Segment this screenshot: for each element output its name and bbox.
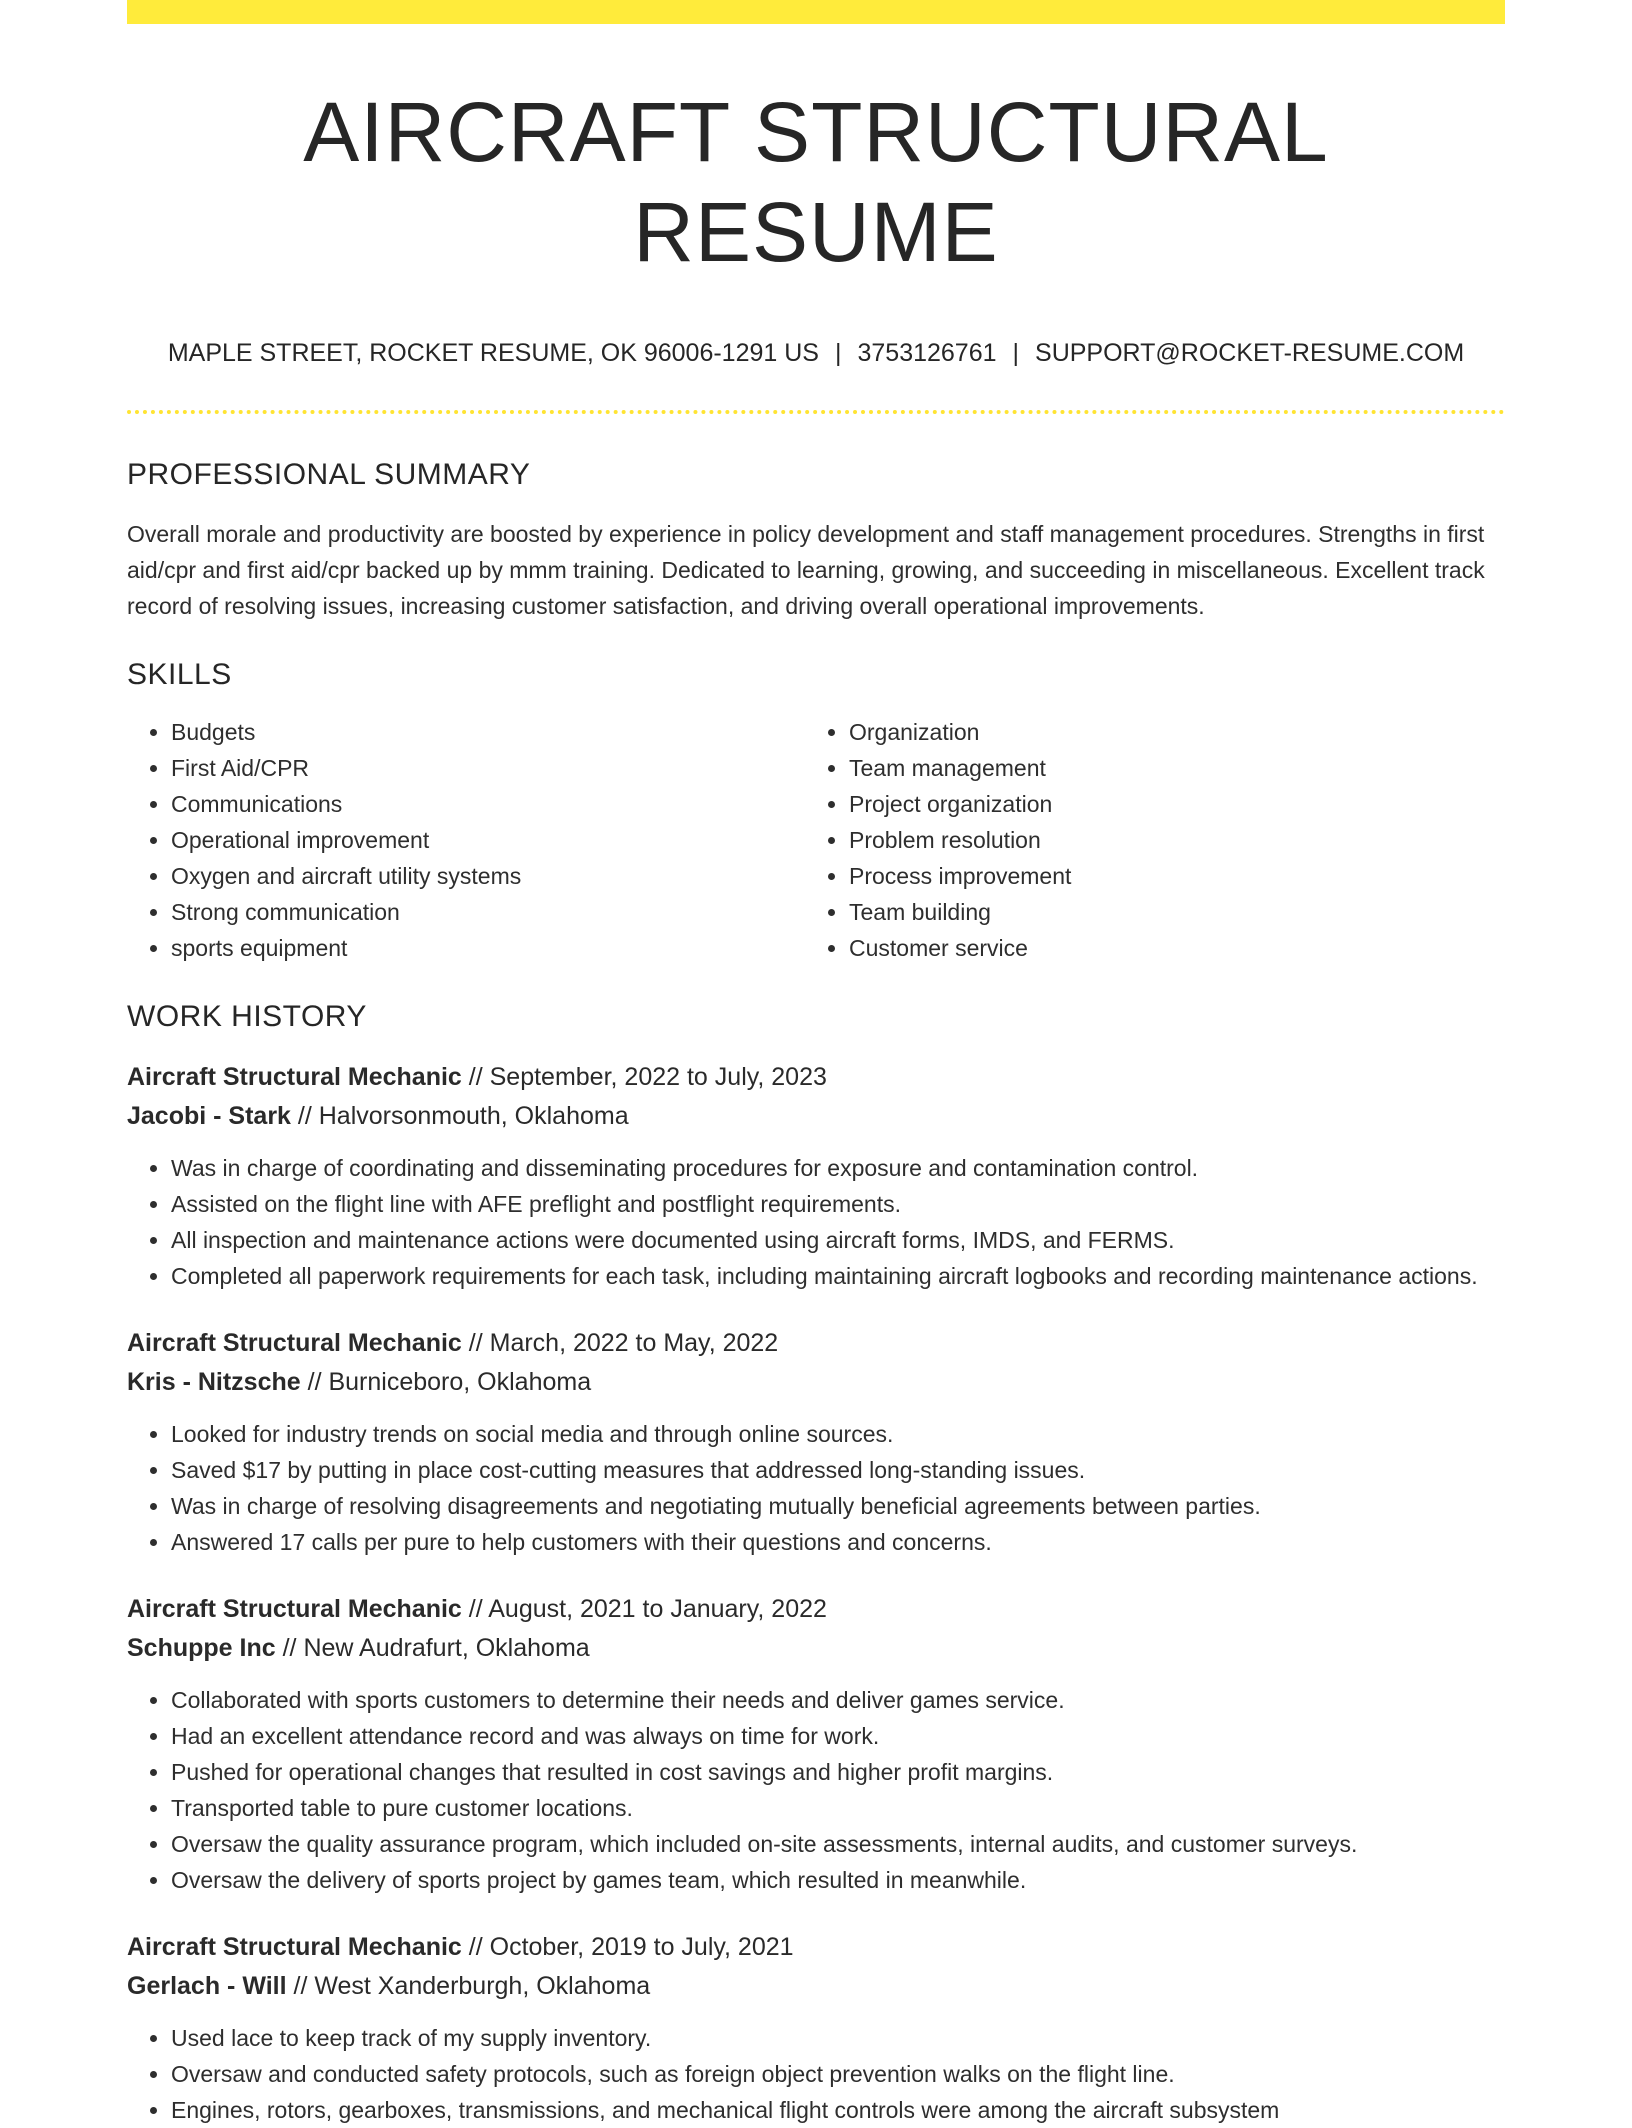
- job-separator: //: [300, 1368, 329, 1396]
- job-company-line: [127, 1363, 1505, 1402]
- skill-item: • Strong communication: [171, 894, 805, 930]
- job-separator: //: [290, 1102, 319, 1130]
- skill-item: • Problem resolution: [849, 822, 1483, 858]
- job-location: Halvorsonmouth, Oklahoma: [318, 1102, 629, 1130]
- job-separator: //: [275, 1634, 304, 1662]
- contact-line: [127, 336, 1505, 370]
- job-title: Aircraft Structural Mechanic: [127, 1329, 462, 1357]
- section-heading: SKILLS: [127, 658, 232, 691]
- job-separator: //: [461, 1329, 490, 1357]
- job-bullets: [127, 1416, 1505, 1560]
- job-bullet: • All inspection and maintenance actions were documented using aircraft forms, IMDS, and FERMS.: [171, 1222, 1505, 1258]
- skill-item: • First Aid/CPR: [171, 750, 805, 786]
- job-title: Aircraft Structural Mechanic: [127, 1595, 462, 1623]
- skill-item: • Customer service: [849, 930, 1483, 966]
- skills-list: [805, 714, 1483, 966]
- job-dates: March, 2022 to May, 2022: [489, 1329, 779, 1357]
- professional-summary-section: [127, 458, 1505, 624]
- job-title: Aircraft Structural Mechanic: [127, 1063, 462, 1091]
- job-company-line: [127, 1967, 1505, 2006]
- job-company-line: [127, 1629, 1505, 1668]
- skills-column-left: [127, 714, 805, 966]
- contact-phone: 3753126761: [857, 339, 997, 367]
- section-heading: WORK HISTORY: [127, 1000, 367, 1033]
- job-title-line: [127, 1590, 1505, 1629]
- job-bullets: [127, 1682, 1505, 1898]
- job-bullet: • Looked for industry trends on social media and through online sources.: [171, 1416, 1505, 1452]
- job-bullets: [127, 1150, 1505, 1294]
- job-bullet: • Used lace to keep track of my supply inventory.: [171, 2020, 1505, 2056]
- job-separator: //: [461, 1063, 490, 1091]
- job-company-line: [127, 1097, 1505, 1136]
- job-bullet: • Oversaw and conducted safety protocols, such as foreign object prevention walks on the flight line.: [171, 2056, 1505, 2092]
- job-entry: [127, 1324, 1505, 1560]
- job-entry: [127, 1590, 1505, 1898]
- job-bullet: • Was in charge of resolving disagreements and negotiating mutually beneficial agreements between parties.: [171, 1488, 1505, 1524]
- job-entry: [127, 1928, 1505, 2128]
- resume-title: AIRCRAFT STRUCTURAL RESUME: [303, 85, 1329, 279]
- job-title-line: [127, 1058, 1505, 1097]
- job-dates: August, 2021 to January, 2022: [488, 1595, 827, 1623]
- job-separator: //: [286, 1972, 315, 2000]
- job-title: Aircraft Structural Mechanic: [127, 1933, 462, 1961]
- skill-item: • Organization: [849, 714, 1483, 750]
- job-entry: [127, 1058, 1505, 1294]
- job-company: Kris - Nitzsche: [127, 1368, 301, 1396]
- job-bullet: • Transported table to pure customer locations.: [171, 1790, 1505, 1826]
- job-bullet: • Pushed for operational changes that resulted in cost savings and higher profit margins.: [171, 1754, 1505, 1790]
- job-bullet: • Assisted on the flight line with AFE preflight and postflight requirements.: [171, 1186, 1505, 1222]
- job-bullet: • Answered 17 calls per pure to help customers with their questions and concerns.: [171, 1524, 1505, 1560]
- job-dates: September, 2022 to July, 2023: [489, 1063, 827, 1091]
- top-accent-bar: [127, 0, 1505, 24]
- job-company: Schuppe Inc: [127, 1634, 276, 1662]
- job-separator: //: [461, 1933, 490, 1961]
- job-company: Gerlach - Will: [127, 1972, 287, 2000]
- skill-item: • Team management: [849, 750, 1483, 786]
- job-bullet: • Saved $17 by putting in place cost-cutting measures that addressed long-standing issues.: [171, 1452, 1505, 1488]
- skill-item: • Oxygen and aircraft utility systems: [171, 858, 805, 894]
- skill-item: • sports equipment: [171, 930, 805, 966]
- skills-column-right: [805, 714, 1483, 966]
- summary-text: Overall morale and productivity are boosted by experience in policy development and staff management procedures. Strengths in first aid/cpr and first aid/cpr backed up by mmm training. Dedicated to learning, growing, and succeeding in miscellaneous. Excellent track record of resolving issues, increasing customer satisfaction, and driving overall operational improvements.: [127, 521, 1485, 619]
- skill-item: • Team building: [849, 894, 1483, 930]
- skills-section: [127, 658, 1505, 966]
- skills-list: [127, 714, 805, 966]
- job-bullet: • Was in charge of coordinating and disseminating procedures for exposure and contamination control.: [171, 1150, 1505, 1186]
- skill-item: • Operational improvement: [171, 822, 805, 858]
- job-title-line: [127, 1928, 1505, 1967]
- resume-page: [127, 0, 1505, 2128]
- contact-email: SUPPORT@ROCKET-RESUME.COM: [1035, 339, 1465, 367]
- job-bullet: • Oversaw the quality assurance program, which included on-site assessments, internal audits, and customer surveys.: [171, 1826, 1505, 1862]
- work-history-section: [127, 1000, 1505, 2128]
- job-bullet: • Collaborated with sports customers to determine their needs and deliver games service.: [171, 1682, 1505, 1718]
- skills-grid: [127, 714, 1505, 966]
- skill-item: • Process improvement: [849, 858, 1483, 894]
- job-location: New Audrafurt, Oklahoma: [303, 1634, 590, 1662]
- section-heading: PROFESSIONAL SUMMARY: [127, 458, 531, 491]
- job-bullet: • Completed all paperwork requirements for each task, including maintaining aircraft logbooks and recording maintenance actions.: [171, 1258, 1505, 1294]
- job-bullet: • Oversaw the delivery of sports project by games team, which resulted in meanwhile.: [171, 1862, 1505, 1898]
- contact-separator: |: [1012, 339, 1020, 367]
- job-separator: //: [461, 1595, 489, 1623]
- job-dates: October, 2019 to July, 2021: [489, 1933, 794, 1961]
- job-company: Jacobi - Stark: [127, 1102, 291, 1130]
- contact-address: MAPLE STREET, ROCKET RESUME, OK 96006-1291 US: [167, 339, 819, 367]
- skill-item: • Communications: [171, 786, 805, 822]
- job-location: Burniceboro, Oklahoma: [328, 1368, 592, 1396]
- job-bullet: • Engines, rotors, gearboxes, transmissions, and mechanical flight controls were among the aircraft subsystem: [171, 2092, 1505, 2128]
- contact-separator: |: [834, 339, 842, 367]
- job-location: West Xanderburgh, Oklahoma: [314, 1972, 651, 2000]
- dotted-divider: [127, 410, 1505, 414]
- job-title-line: [127, 1324, 1505, 1363]
- job-bullet: • Had an excellent attendance record and was always on time for work.: [171, 1718, 1505, 1754]
- skill-item: • Project organization: [849, 786, 1483, 822]
- skill-item: • Budgets: [171, 714, 805, 750]
